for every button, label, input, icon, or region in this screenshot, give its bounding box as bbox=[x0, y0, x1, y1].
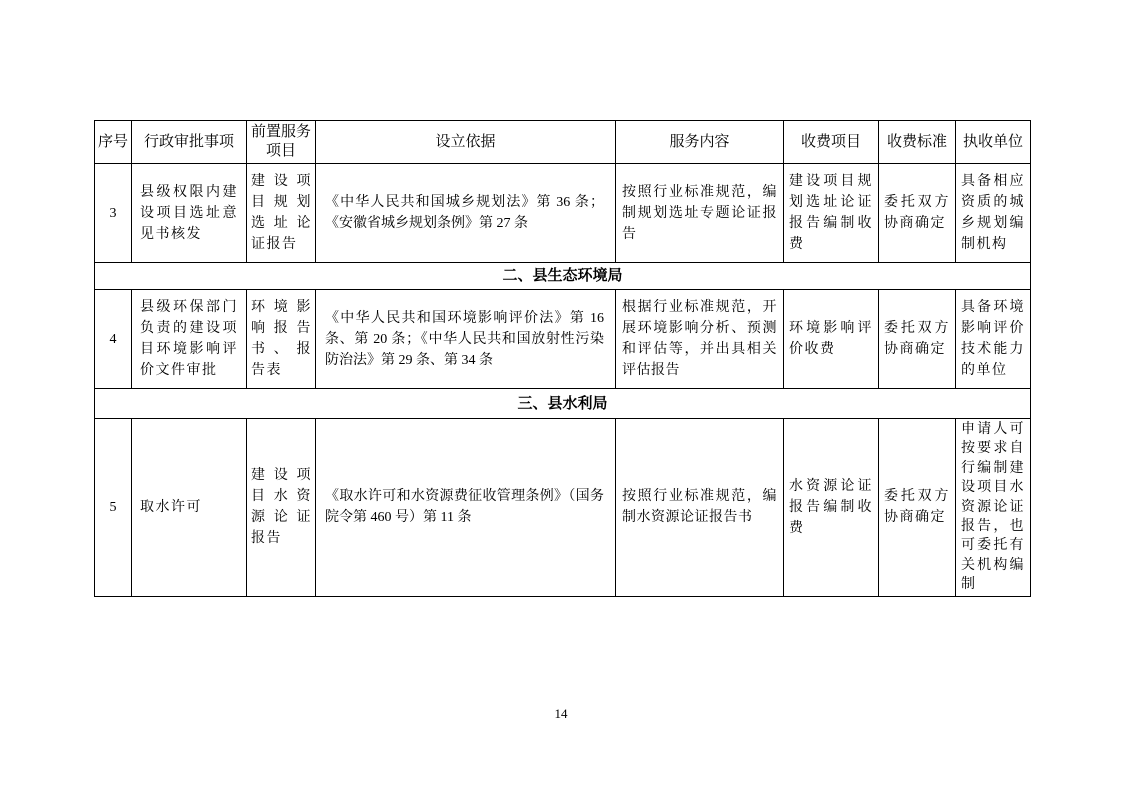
table-row bbox=[95, 164, 1031, 263]
cell-fee-standard: 委托双方协商确定 bbox=[879, 164, 956, 263]
cell-serial: 3 bbox=[95, 164, 132, 263]
cell-pre-service: 建设项目水资源论证报告 bbox=[247, 419, 316, 597]
cell-fee-item: 水资源论证报告编制收费 bbox=[784, 419, 879, 597]
cell-basis: 《中华人民共和国城乡规划法》第 36 条；《安徽省城乡规划条例》第 27 条 bbox=[316, 164, 616, 263]
cell-fee-item: 环境影响评价收费 bbox=[784, 290, 879, 389]
table-row bbox=[95, 290, 1031, 389]
col-header-service-content: 服务内容 bbox=[616, 121, 784, 164]
section-header-row-environment-bureau bbox=[95, 263, 1031, 290]
col-header-basis: 设立依据 bbox=[316, 121, 616, 164]
cell-approval-item: 县级权限内建设项目选址意见书核发 bbox=[132, 164, 247, 263]
cell-collecting-unit: 具备环境影响评价技术能力的单位 bbox=[956, 290, 1031, 389]
col-header-fee-item: 收费项目 bbox=[784, 121, 879, 164]
cell-service-content: 按照行业标准规范，编制规划选址专题论证报告 bbox=[616, 164, 784, 263]
col-header-fee-standard: 收费标准 bbox=[879, 121, 956, 164]
col-header-approval-item: 行政审批事项 bbox=[132, 121, 247, 164]
service-fee-table bbox=[94, 120, 1031, 597]
col-header-collecting-unit: 执收单位 bbox=[956, 121, 1031, 164]
page-number: 14 bbox=[554, 706, 568, 721]
cell-serial: 5 bbox=[95, 419, 132, 597]
cell-service-content: 根据行业标准规范，开展环境影响分析、预测和评估等，并出具相关评估报告 bbox=[616, 290, 784, 389]
cell-pre-service: 建设项目规划选址论证报告 bbox=[247, 164, 316, 263]
cell-approval-item: 取水许可 bbox=[132, 419, 247, 597]
col-header-serial: 序号 bbox=[95, 121, 132, 164]
cell-serial: 4 bbox=[95, 290, 132, 389]
cell-service-content: 按照行业标准规范，编制水资源论证报告书 bbox=[616, 419, 784, 597]
cell-basis: 《取水许可和水资源费征收管理条例》（国务院令第 460 号）第 11 条 bbox=[316, 419, 616, 597]
cell-fee-standard: 委托双方协商确定 bbox=[879, 419, 956, 597]
section-title: 三、县水利局 bbox=[95, 389, 1031, 419]
cell-basis: 《中华人民共和国环境影响评价法》第 16 条、第 20 条；《中华人民共和国放射性污染防治法》第 29 条、第 34 条 bbox=[316, 290, 616, 389]
cell-collecting-unit: 具备相应资质的城乡规划编制机构 bbox=[956, 164, 1031, 263]
section-title: 二、县生态环境局 bbox=[95, 263, 1031, 290]
section-header-row-water-bureau bbox=[95, 389, 1031, 419]
table-row bbox=[95, 419, 1031, 597]
cell-fee-standard: 委托双方协商确定 bbox=[879, 290, 956, 389]
cell-approval-item: 县级环保部门负责的建设项目环境影响评价文件审批 bbox=[132, 290, 247, 389]
cell-pre-service: 环境影响报告书、报告表 bbox=[247, 290, 316, 389]
table-header-row bbox=[95, 121, 1031, 164]
cell-collecting-unit: 申请人可按要求自行编制建设项目水资源论证报告，也可委托有关机构编制 bbox=[956, 419, 1031, 597]
col-header-pre-service: 前置服务项目 bbox=[247, 121, 316, 164]
cell-fee-item: 建设项目规划选址论证报告编制收费 bbox=[784, 164, 879, 263]
